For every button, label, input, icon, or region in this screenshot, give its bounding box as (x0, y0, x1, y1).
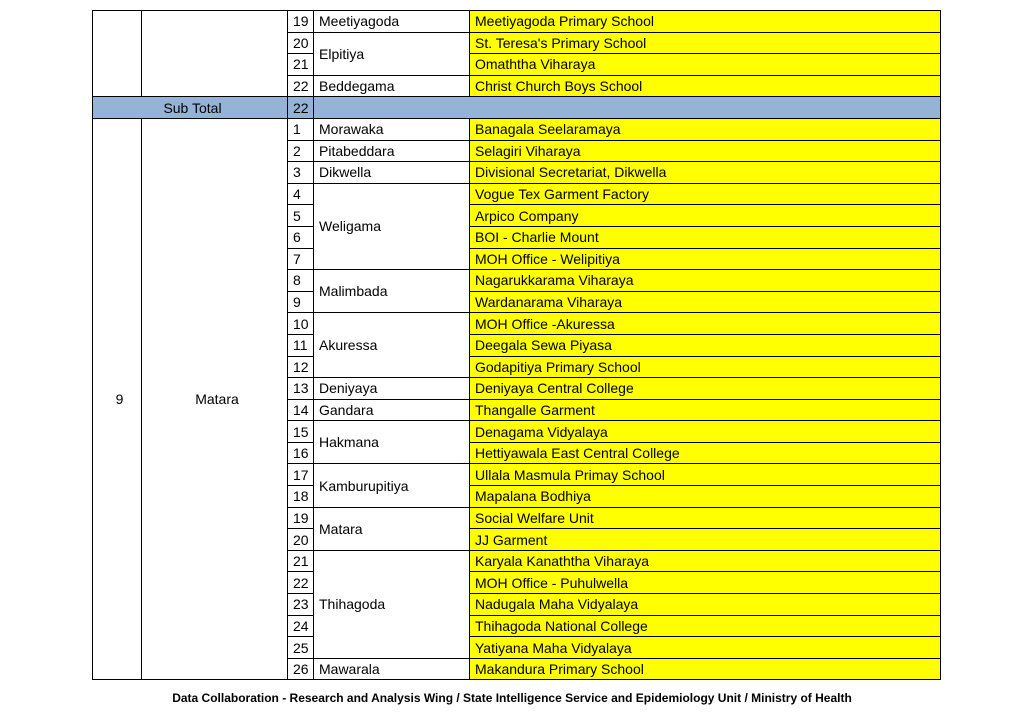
location-cell: MOH Office - Welipitiya (470, 248, 941, 270)
division-cell: Elpitiya (314, 32, 470, 75)
row-index: 2 (288, 140, 314, 162)
location-cell: MOH Office -Akuressa (470, 313, 941, 335)
district-number: 9 (93, 118, 142, 679)
division-cell: Beddegama (314, 75, 470, 97)
division-cell: Thihagoda (314, 550, 470, 658)
subtotal-row (93, 97, 941, 119)
location-cell: Hettiyawala East Central College (470, 442, 941, 464)
table-row (93, 11, 941, 33)
location-cell: Vogue Tex Garment Factory (470, 183, 941, 205)
row-index: 22 (288, 75, 314, 97)
row-index: 3 (288, 162, 314, 184)
row-index: 11 (288, 334, 314, 356)
locations-table (92, 10, 941, 680)
location-cell: Yatiyana Maha Vidyalaya (470, 637, 941, 659)
row-index: 21 (288, 54, 314, 76)
division-cell: Deniyaya (314, 378, 470, 400)
location-cell: Social Welfare Unit (470, 507, 941, 529)
location-cell: St. Teresa's Primary School (470, 32, 941, 54)
location-cell: Thihagoda National College (470, 615, 941, 637)
row-index: 20 (288, 32, 314, 54)
location-cell: Nadugala Maha Vidyalaya (470, 594, 941, 616)
division-cell: Pitabeddara (314, 140, 470, 162)
division-cell: Malimbada (314, 270, 470, 313)
division-cell: Weligama (314, 183, 470, 269)
division-cell: Gandara (314, 399, 470, 421)
location-cell: Karyala Kanaththa Viharaya (470, 550, 941, 572)
row-index: 23 (288, 594, 314, 616)
row-index: 10 (288, 313, 314, 335)
row-index: 20 (288, 529, 314, 551)
location-cell: Makandura Primary School (470, 658, 941, 680)
row-index: 19 (288, 11, 314, 33)
location-cell: Christ Church Boys School (470, 75, 941, 97)
row-index: 9 (288, 291, 314, 313)
row-index: 14 (288, 399, 314, 421)
page-footer: Data Collaboration - Research and Analysis Wing / State Intelligence Service and Epidemiology Unit / Ministry of Health (172, 691, 852, 705)
row-index: 1 (288, 118, 314, 140)
location-cell: Mapalana Bodhiya (470, 486, 941, 508)
location-cell: Banagala Seelaramaya (470, 118, 941, 140)
location-cell: Meetiyagoda Primary School (470, 11, 941, 33)
row-index: 7 (288, 248, 314, 270)
location-cell: Omaththa Viharaya (470, 54, 941, 76)
row-index: 24 (288, 615, 314, 637)
location-cell: Godapitiya Primary School (470, 356, 941, 378)
subtotal-value: 22 (288, 97, 314, 119)
row-index: 26 (288, 658, 314, 680)
location-cell: Arpico Company (470, 205, 941, 227)
row-index: 15 (288, 421, 314, 443)
row-index: 4 (288, 183, 314, 205)
subtotal-label: Sub Total (93, 97, 288, 119)
row-index: 18 (288, 486, 314, 508)
location-cell: Deniyaya Central College (470, 378, 941, 400)
location-cell: Thangalle Garment (470, 399, 941, 421)
division-cell: Kamburupitiya (314, 464, 470, 507)
location-cell: Denagama Vidyalaya (470, 421, 941, 443)
row-index: 25 (288, 637, 314, 659)
district-name: Matara (142, 118, 288, 679)
subtotal-empty (314, 97, 941, 119)
division-cell: Dikwella (314, 162, 470, 184)
location-cell: Deegala Sewa Piyasa (470, 334, 941, 356)
row-index: 5 (288, 205, 314, 227)
row-index: 8 (288, 270, 314, 292)
location-cell: MOH Office - Puhulwella (470, 572, 941, 594)
row-index: 13 (288, 378, 314, 400)
division-cell: Akuressa (314, 313, 470, 378)
location-cell: Wardanarama Viharaya (470, 291, 941, 313)
row-index: 17 (288, 464, 314, 486)
location-cell: Ullala Masmula Primay School (470, 464, 941, 486)
row-index: 16 (288, 442, 314, 464)
row-index: 19 (288, 507, 314, 529)
table-row (93, 118, 941, 140)
location-cell: BOI - Charlie Mount (470, 226, 941, 248)
division-cell: Morawaka (314, 118, 470, 140)
division-cell: Matara (314, 507, 470, 550)
location-cell: Divisional Secretariat, Dikwella (470, 162, 941, 184)
row-index: 6 (288, 226, 314, 248)
row-index: 12 (288, 356, 314, 378)
location-cell: JJ Garment (470, 529, 941, 551)
division-cell: Mawarala (314, 658, 470, 680)
prev-district-name-cell (142, 11, 288, 97)
division-cell: Hakmana (314, 421, 470, 464)
row-index: 21 (288, 550, 314, 572)
prev-district-number-cell (93, 11, 142, 97)
location-cell: Selagiri Viharaya (470, 140, 941, 162)
division-cell: Meetiyagoda (314, 11, 470, 33)
location-cell: Nagarukkarama Viharaya (470, 270, 941, 292)
row-index: 22 (288, 572, 314, 594)
